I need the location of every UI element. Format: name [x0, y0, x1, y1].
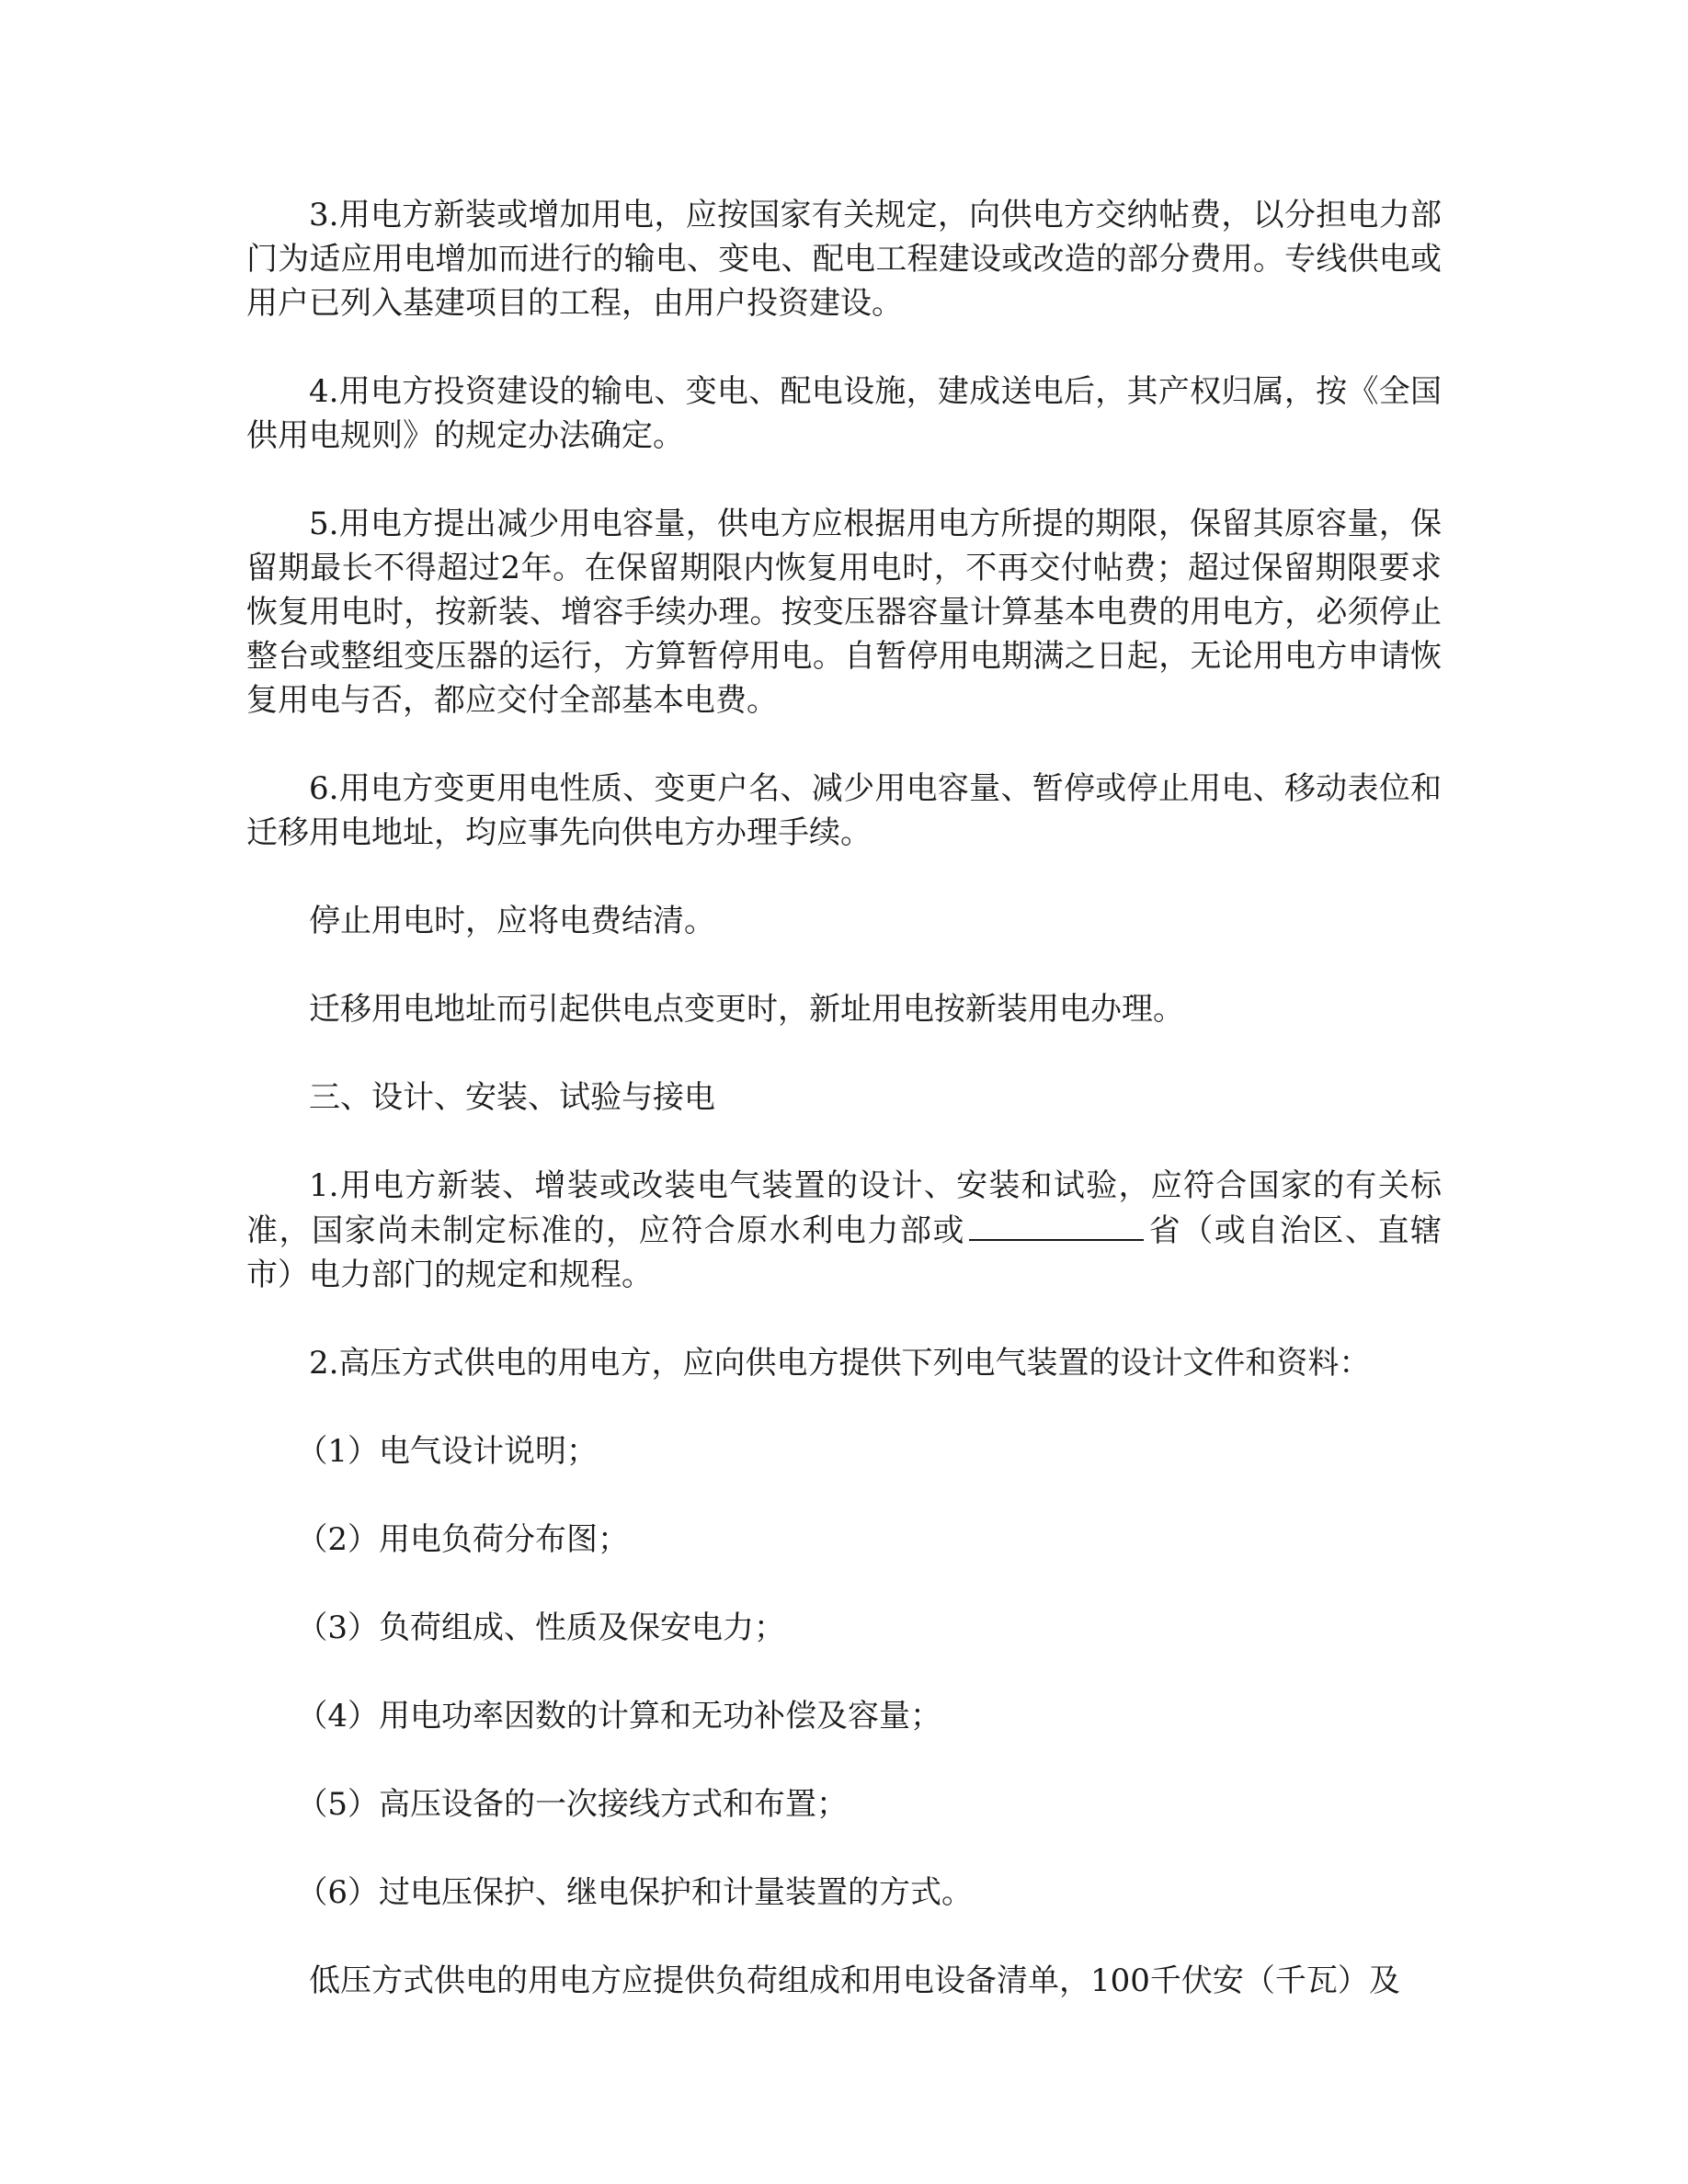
standards-text-after: 省（或自治区、直辖市）电力部门的规定和规程。 — [246, 1212, 1443, 1293]
paragraph-relocation: 迁移用电地址而引起供电点变更时，新址用电按新装用电办理。 — [309, 991, 1184, 1028]
list-item: （1）电气设计说明； — [296, 1433, 599, 1470]
paragraph-docs-intro: 2.高压方式供电的用电方，应向供电方提供下列电气装置的设计文件和资料： — [309, 1345, 1371, 1382]
paragraph-5: 5.用电方提出减少用电容量，供电方应根据用电方所提的期限，保留其原容量，保留期最长不得超过2年。在保留期限内恢复用电时，不再交付帖费；超过保留期限要求恢复用电时，按新装、增容手续办理。按变压器容量计算基本电费的用电方，必须停止整台或整组变压器的运行，方算暂停用电。自暂停用电期满之日起，无论用电方申请恢复用电与否，都应交付全部基本电费。 — [246, 506, 1442, 719]
paragraph-3: 3.用电方新装或增加用电，应按国家有关规定，向供电方交纳帖费，以分担电力部门为适应用电增加而进行的输电、变电、配电工程建设或改造的部分费用。专线供电或用户已列入基建项目的工程，由用户投资建设。 — [246, 197, 1442, 322]
list-item: （5）高压设备的一次接线方式和布置； — [296, 1786, 849, 1823]
paragraph-standards — [246, 1164, 1442, 1297]
paragraph-stop-use: 停止用电时，应将电费结清。 — [309, 903, 715, 939]
list-item: （4）用电功率因数的计算和无功补偿及容量； — [296, 1698, 942, 1735]
paragraph-4: 4.用电方投资建设的输电、变电、配电设施，建成送电后，其产权归属，按《全国供用电规则》的规定办法确定。 — [246, 373, 1442, 454]
section-heading: 三、设计、安装、试验与接电 — [309, 1079, 715, 1116]
document-page — [246, 193, 1442, 2047]
list-item: （6）过电压保护、继电保护和计量装置的方式。 — [296, 1874, 974, 1911]
paragraph-closing: 低压方式供电的用电方应提供负荷组成和用电设备清单，100千伏安（千瓦）及 — [309, 1962, 1400, 1999]
paragraph-6: 6.用电方变更用电性质、变更户名、减少用电容量、暂停或停止用电、移动表位和迁移用电地址，均应事先向供电方办理手续。 — [246, 770, 1442, 851]
list-item: （2）用电负荷分布图； — [296, 1521, 630, 1558]
fill-in-blank — [969, 1208, 1144, 1241]
list-item: （3）负荷组成、性质及保安电力； — [296, 1610, 786, 1646]
standards-text-before: 1.用电方新装、增装或改装电气装置的设计、安装和试验，应符合国家的有关标准，国家尚未制定标准的，应符合原水利电力部或 — [246, 1167, 1442, 1249]
